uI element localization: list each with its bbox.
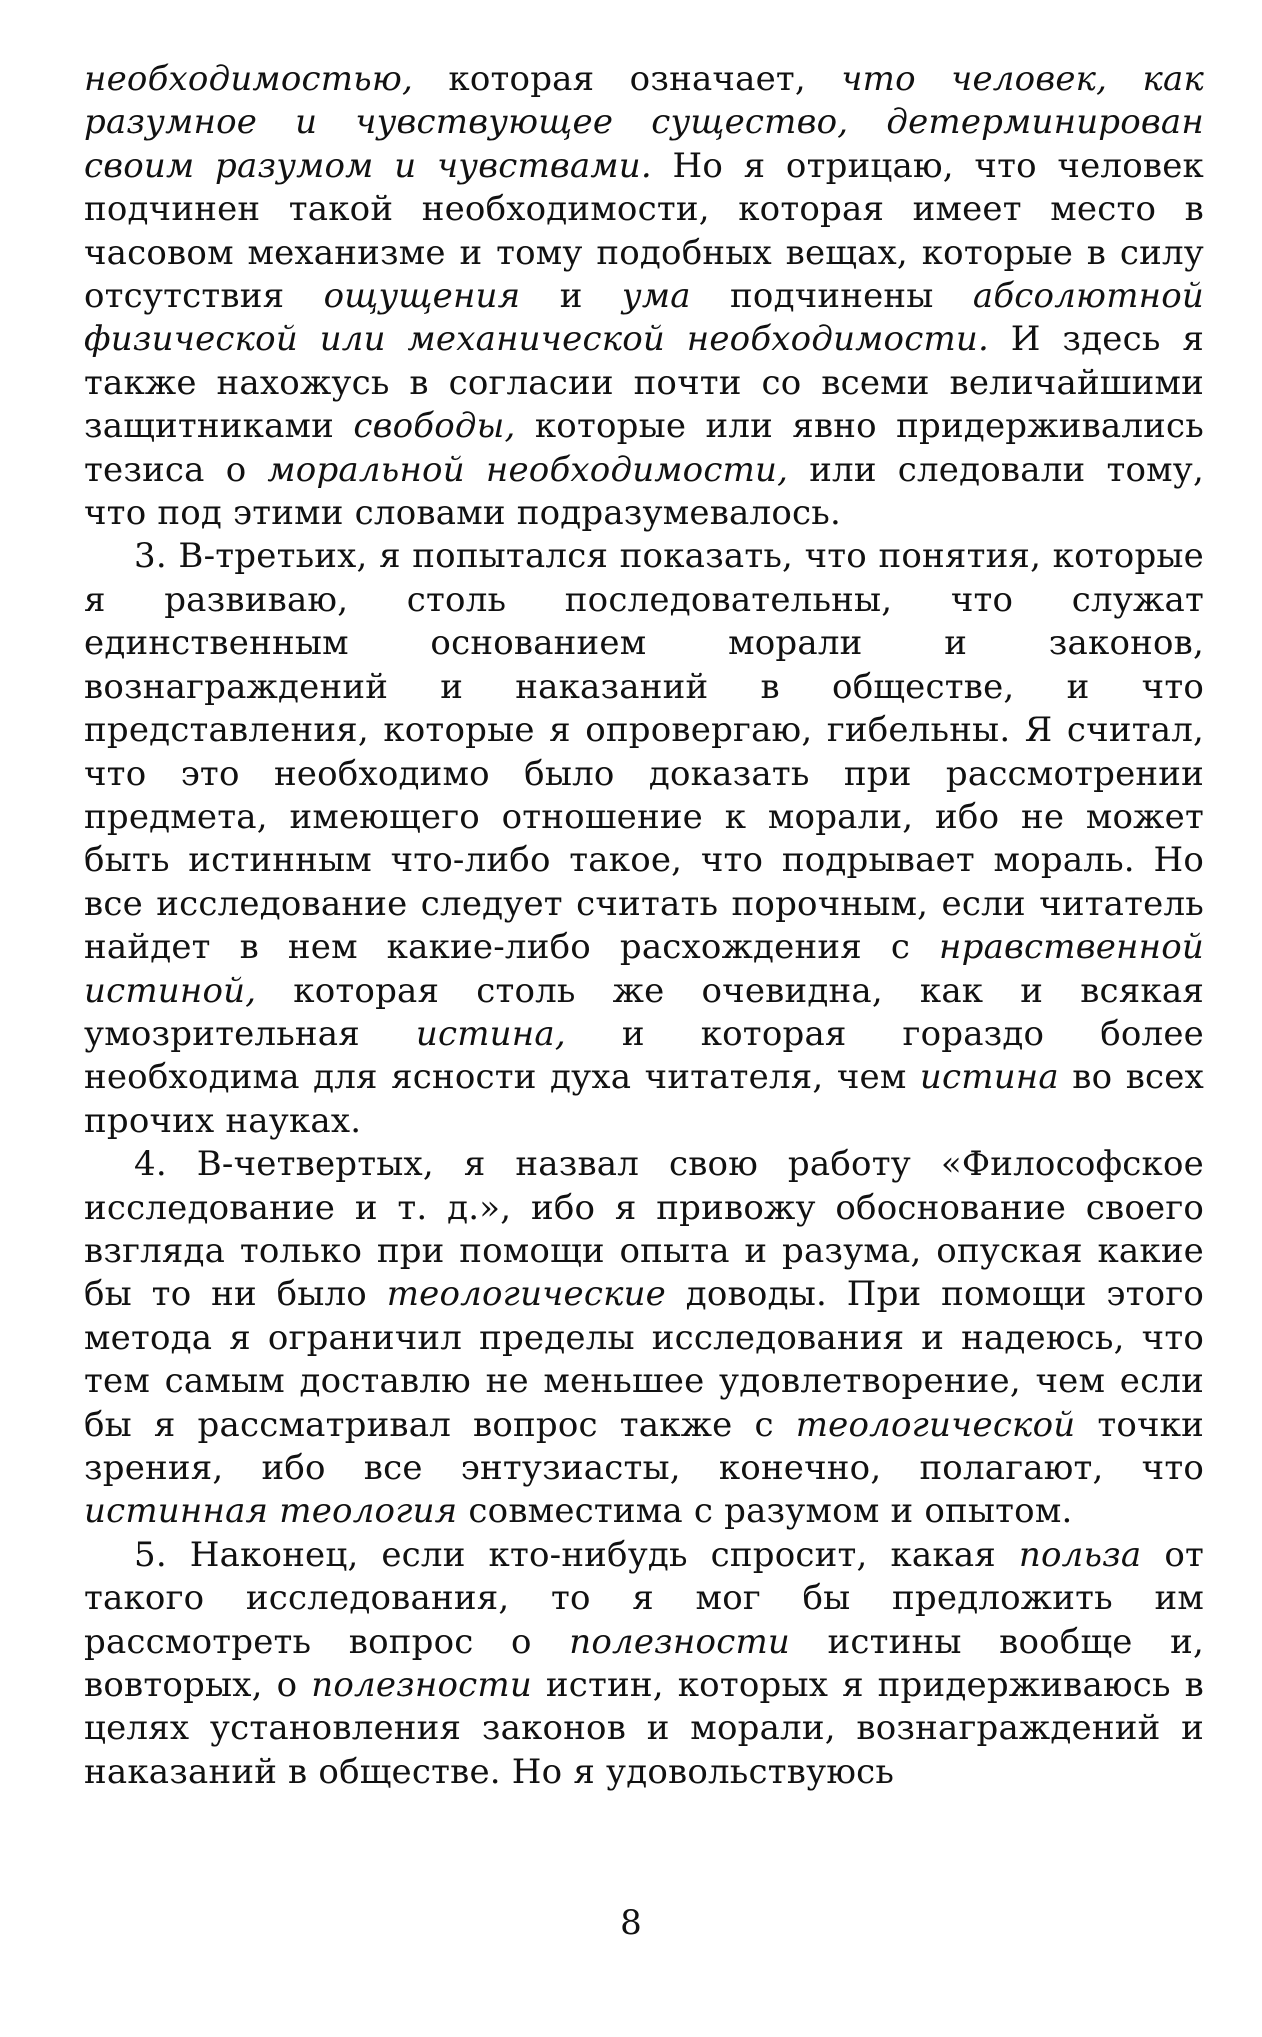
- body-text: точки зрения, ибо все энтузиасты, конечно, полагают, что: [84, 1404, 1205, 1488]
- body-text: которая означает,: [413, 59, 842, 99]
- book-page-text: [84, 58, 1204, 1794]
- body-text: истины вообще и, вовторых, о: [84, 1621, 1204, 1706]
- body-text: или следовали тому, что под этими словами подразумевалось.: [84, 449, 1204, 534]
- italic-emphasis-text: абсолютной физической или механической необходимости.: [84, 276, 1204, 360]
- body-text: во всех прочих науках.: [84, 1057, 1204, 1141]
- italic-emphasis-text: нравственной истиной,: [84, 927, 1204, 1011]
- italic-emphasis-text: полезности: [311, 1665, 532, 1706]
- italic-emphasis-text: истина,: [415, 1013, 566, 1054]
- paragraph-point-4: [84, 1143, 1204, 1534]
- paragraph-point-5: [84, 1534, 1204, 1794]
- body-text: 3. В-третьих, я попытался показать, что понятия, которые я развиваю, столь последовательны, что служат единственным основанием морали и законов, вознаграждений и наказаний в обществе, и что представления, которые я опровергаю, гибельны. Я считал, что это необходимо было доказать при рассмотрении предмета, имеющего отношение к морали, ибо не может быть истинным что-либо такое, что подрывает мораль. Но все исследование следует считать порочным, если читатель найдет в нем какие-либо расхождения с: [84, 536, 1204, 968]
- body-text: доводы. При помощи этого метода я ограничил пределы исследования и надеюсь, что тем самым доставлю не меньшее удовлетворение, чем если бы я рассматривал вопрос также с: [84, 1274, 1205, 1445]
- italic-emphasis-text: моральной необходимости,: [267, 449, 789, 490]
- paragraph-necessity: [84, 58, 1204, 535]
- body-text: истин, которых я придерживаюсь в целях установления законов и морали, вознаграждений и наказаний в обществе. Но я удовольствуюсь: [84, 1665, 1204, 1792]
- italic-emphasis-text: истинная теология: [84, 1491, 458, 1532]
- italic-emphasis-text: ума: [621, 276, 691, 317]
- italic-emphasis-text: ощущения: [323, 276, 521, 317]
- italic-emphasis-text: польза: [1018, 1534, 1142, 1575]
- italic-emphasis-text: истина: [919, 1057, 1059, 1098]
- italic-emphasis-text: теологические: [386, 1274, 666, 1315]
- body-text: 4. В-четвертых, я назвал свою работу «Философское исследование и т. д.», ибо я привожу обоснование своего взгляда только при помощи опыта и разума, опуская какие бы то ни было: [84, 1144, 1204, 1315]
- body-text: которая столь же очевидна, как и всякая умозрительная: [84, 970, 1204, 1054]
- italic-emphasis-text: свободы,: [353, 406, 516, 447]
- body-text: Но я отрицаю, что человек подчинен такой необходимости, которая имеет место в часовом механизме и тому подобных вещах, которые в силу отсутствия: [84, 145, 1204, 317]
- italic-emphasis-text: необходимостью,: [84, 59, 414, 99]
- body-text: и которая гораздо более необходима для ясности духа читателя, чем: [84, 1013, 1204, 1098]
- paragraph-point-3: [84, 535, 1204, 1143]
- italic-emphasis-text: полезности: [569, 1621, 790, 1662]
- body-text: И здесь я также нахожусь в согласии почти со всеми величайшими защитниками: [84, 319, 1204, 447]
- body-text: и: [520, 276, 622, 317]
- italic-emphasis-text: теологической: [795, 1404, 1076, 1445]
- body-text: которые или явно придерживались тезиса о: [84, 406, 1204, 490]
- italic-emphasis-text: что человек, как разумное и чувствующее существо, детерминирован своим разумом и чувствами.: [84, 59, 1205, 186]
- body-text: 5. Наконец, если кто-нибудь спросит, какая: [134, 1534, 1019, 1575]
- body-text: совместима с разумом и опытом.: [457, 1491, 1073, 1532]
- page-number: 8: [620, 1903, 642, 1943]
- body-text: от такого исследования, то я мог бы предложить им рассмотреть вопрос о: [84, 1534, 1204, 1662]
- body-text: подчинены: [690, 276, 973, 317]
